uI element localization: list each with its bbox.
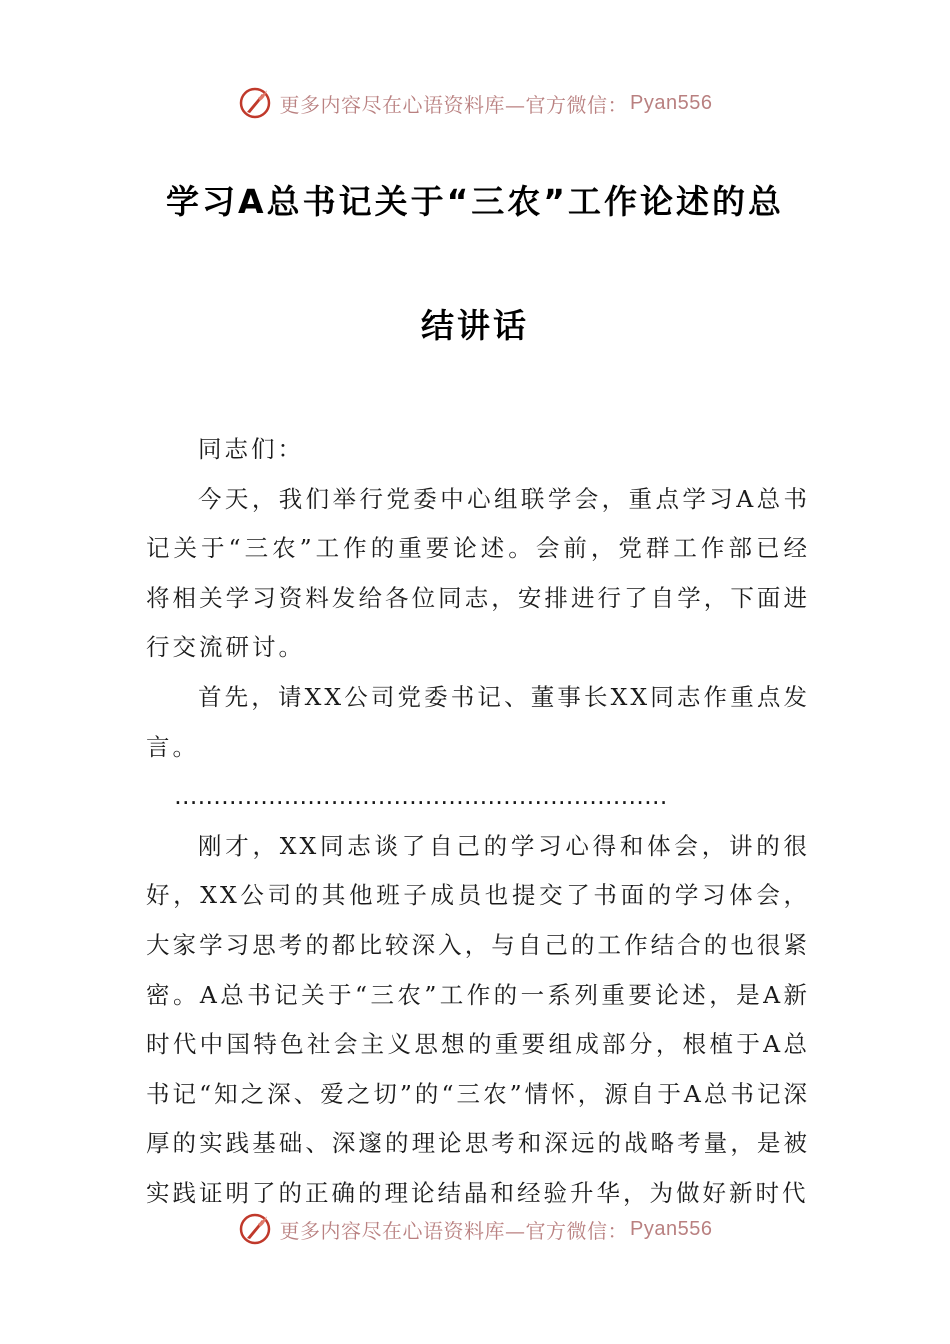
watermark-footer (0, 1212, 950, 1246)
quill-logo-icon (238, 86, 272, 120)
quill-logo-icon (238, 1212, 272, 1246)
salutation: 同志们： (198, 435, 304, 463)
paragraph-1: 今天，我们举行党委中心组联学会，重点学习A总书记关于“三农”工作的重要论述。会前，党群工作部已经将相关学习资料发给各位同志，安排进行了自学，下面进行交流研讨。 (146, 484, 810, 662)
watermark-text: 更多内容尽在心语资料库—官方微信： (279, 1218, 629, 1243)
ellipsis-separator: ……………………………………………………… (174, 782, 668, 811)
document-title-line-2: 结讲话 (421, 306, 529, 345)
watermark-header (0, 86, 950, 120)
watermark-wechat-id: Pyan556 (630, 1217, 713, 1240)
watermark-text: 更多内容尽在心语资料库—官方微信： (279, 92, 629, 117)
paragraph-2: 首先，请XX公司党委书记、董事长XX同志作重点发言。 (146, 682, 810, 761)
document-title-line-1: 学习A总书记关于“三农”工作论述的总 (166, 182, 784, 221)
document-body (146, 425, 810, 1219)
paragraph-3: 刚才，XX同志谈了自己的学习心得和体会，讲的很好，XX公司的其他班子成员也提交了书面的学习体会，大家学习思考的都比较深入，与自己的工作结合的也很紧密。A总书记关于“三农”工作的一系列重要论述，是A新时代中国特色社会主义思想的重要组成部分，根植于A总书记“知之深、爱之切”的“三农”情怀，源自于A总书记深厚的实践基础、深邃的理论思考和深远的战略考量，是被实践证明了的正确的理论结晶和经验升华，为做好新时代 (146, 831, 810, 1207)
watermark-wechat-id: Pyan556 (630, 91, 713, 114)
